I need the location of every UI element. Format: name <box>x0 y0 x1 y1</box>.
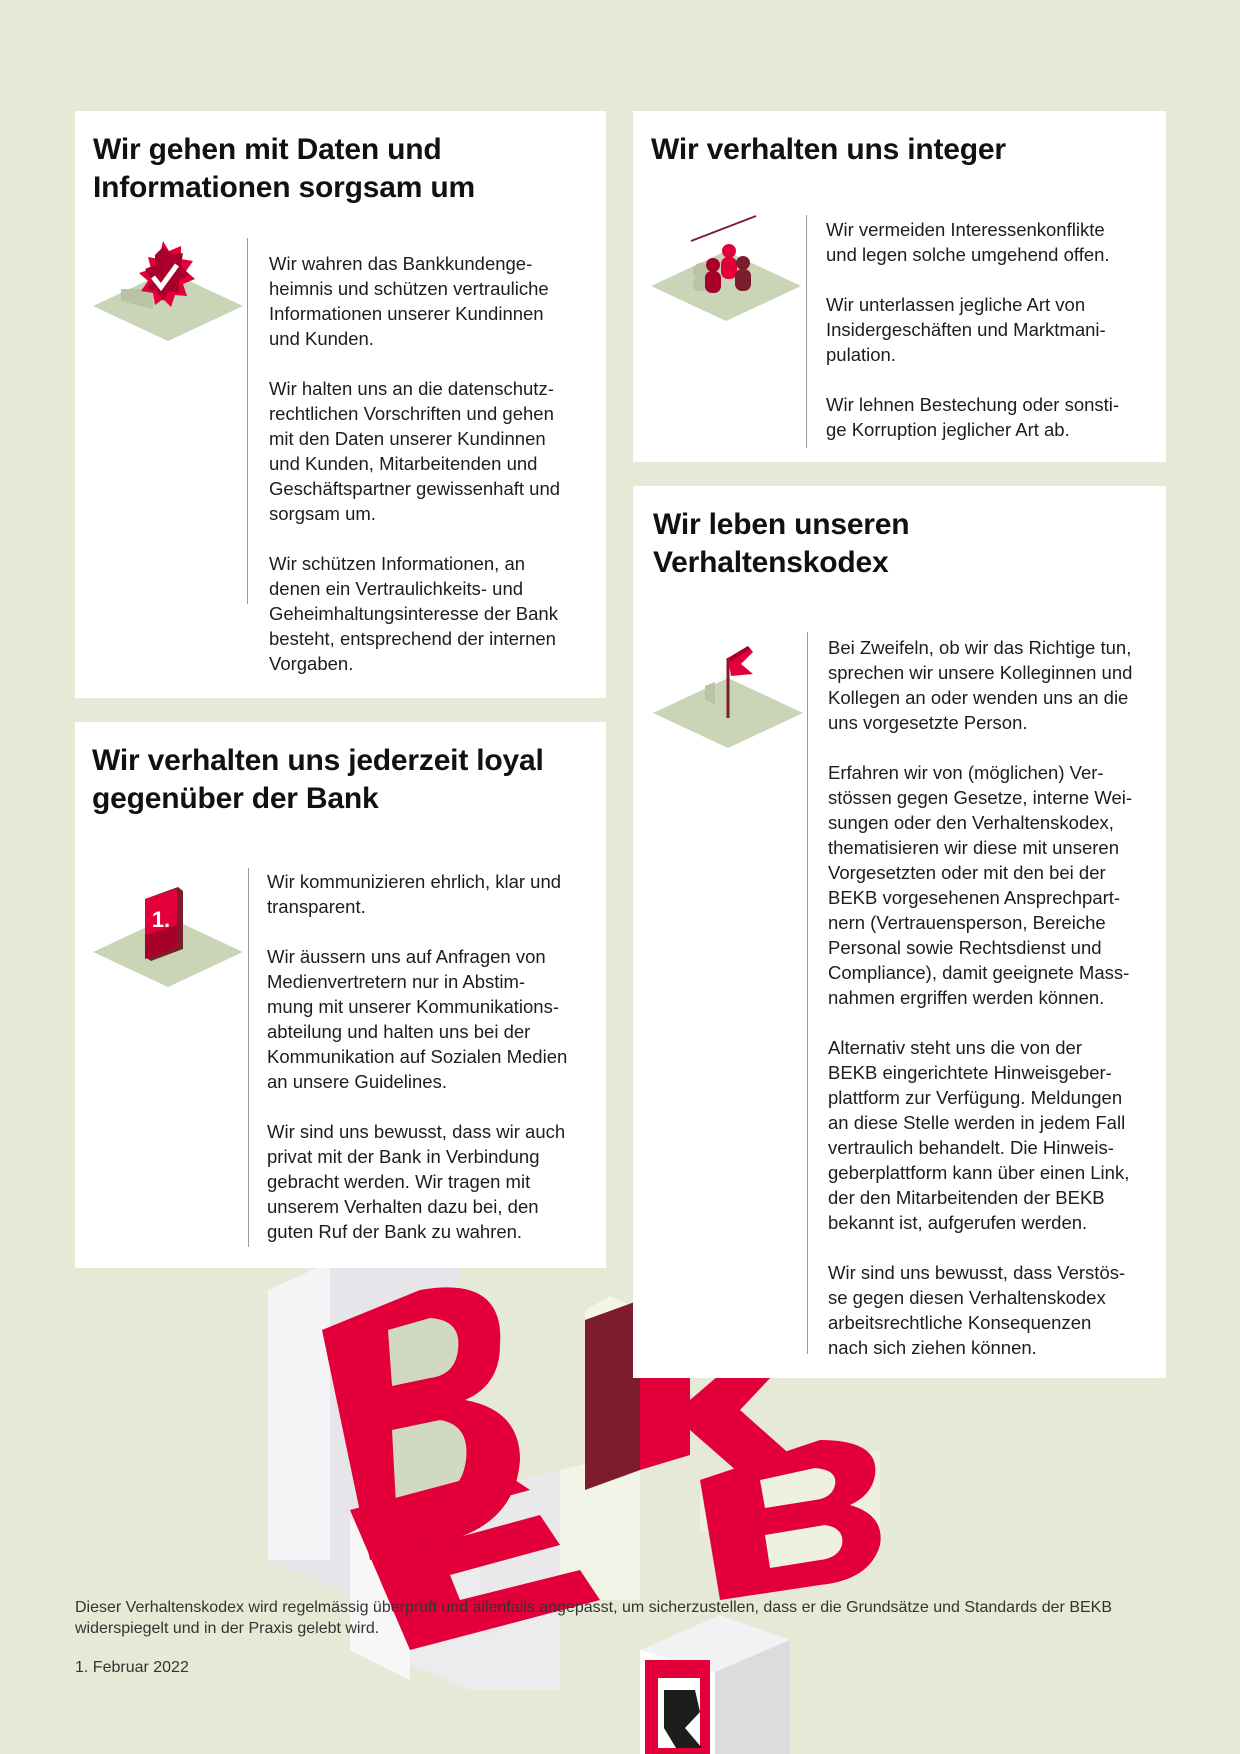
paragraph: Wir äussern uns auf Anfragen von Medienvertretern nur in Abstim- mung mit unserer Kommunikations- abteilung und halten uns bei der Kommunikation auf Sozialen Medien an unsere Guidelines. <box>267 946 568 1092</box>
paragraph: Wir unterlassen jegliche Art von Insidergeschäften und Marktmani- pulation. <box>826 294 1106 365</box>
card-title: Wir verhalten uns integer <box>651 133 1006 166</box>
number-one-icon <box>93 877 243 997</box>
divider <box>807 632 808 1354</box>
paragraph: Wir schützen Informationen, an denen ein Vertraulichkeits- und Geheimhaltungsinteresse der Bank besteht, entsprechend der internen Vorgaben. <box>269 553 558 674</box>
svg-text:1.: 1. <box>151 907 171 932</box>
paragraph: Wir wahren das Bankkundenge- heimnis und schützen vertrauliche Informationen unserer Kundinnen und Kunden. <box>269 253 549 349</box>
footer-date: 1. Februar 2022 <box>75 1659 189 1676</box>
paragraph: Wir lehnen Bestechung oder sonsti- ge Korruption jeglicher Art ab. <box>826 394 1120 440</box>
card-body <box>826 217 1156 442</box>
flag-icon <box>653 638 803 758</box>
paragraph: Bei Zweifeln, ob wir das Richtige tun, sprechen wir unsere Kolleginnen und Kollegen an oder wenden uns an die uns vorgesetzte Person. <box>828 637 1133 733</box>
divider <box>806 215 807 448</box>
people-group-icon <box>651 211 801 331</box>
card-body <box>267 869 592 1244</box>
card-title: Wir gehen mit Daten und Informationen sorgsam um <box>93 133 475 204</box>
badge-check-icon <box>93 231 243 351</box>
paragraph: Wir kommunizieren ehrlich, klar und transparent. <box>267 871 562 917</box>
card-title: Wir leben unseren Verhaltenskodex <box>653 508 910 579</box>
card-code-of-conduct <box>633 486 1166 1378</box>
card-data-protection <box>75 111 606 698</box>
paragraph: Wir halten uns an die datenschutz- rechtlichen Vorschriften und gehen mit den Daten unserer Kundinnen und Kunden, Mitarbeitenden und Geschäftspartner gewissenhaft und sorgsam um. <box>269 378 561 524</box>
paragraph: Erfahren wir von (möglichen) Ver- stössen gegen Gesetze, interne Wei- sungen oder den Verhaltenskodex, thematisieren wir diese mit unseren Vorgesetzten oder mit den bei der BEKB vorgesehenen Ansprechpart- nern (Vertrauensperson, Bereiche Personal sowie Rechtsdienst und Compliance), damit geeignete Mass- nahmen ergriffen werden können. <box>828 762 1133 1008</box>
paragraph: Wir vermeiden Interessenkonflikte und legen solche umgehend offen. <box>826 219 1110 265</box>
card-integrity <box>633 111 1166 462</box>
footer-note: Dieser Verhaltenskodex wird regelmässig überprüft und allenfalls angepasst, um sicherzustellen, dass er die Grundsätze und Standards der BEKB widerspiegelt und in der Praxis gelebt wird. <box>75 1599 1113 1637</box>
card-body <box>828 635 1158 1360</box>
card-body <box>269 251 589 676</box>
paragraph: Wir sind uns bewusst, dass Verstös- se gegen diesen Verhaltenskodex arbeitsrechtliche Konsequenzen nach sich ziehen können. <box>828 1262 1126 1358</box>
divider <box>248 868 249 1247</box>
paragraph: Wir sind uns bewusst, dass wir auch privat mit der Bank in Verbindung gebracht werden. Wir tragen mit unserem Verhalten dazu bei, den guten Ruf der Bank zu wahren. <box>267 1121 566 1242</box>
divider <box>247 238 248 604</box>
card-title: Wir verhalten uns jederzeit loyal gegenüber der Bank <box>92 744 544 815</box>
card-loyalty <box>75 722 606 1268</box>
paragraph: Alternativ steht uns die von der BEKB eingerichtete Hinweisgeber- plattform zur Verfügung. Meldungen an diese Stelle werden in jedem Fall vertraulich behandelt. Die Hinweis- geberplattform kann über einen Link, der den Mitarbeitenden der BEKB bekannt ist, aufgerufen werden. <box>828 1037 1130 1233</box>
